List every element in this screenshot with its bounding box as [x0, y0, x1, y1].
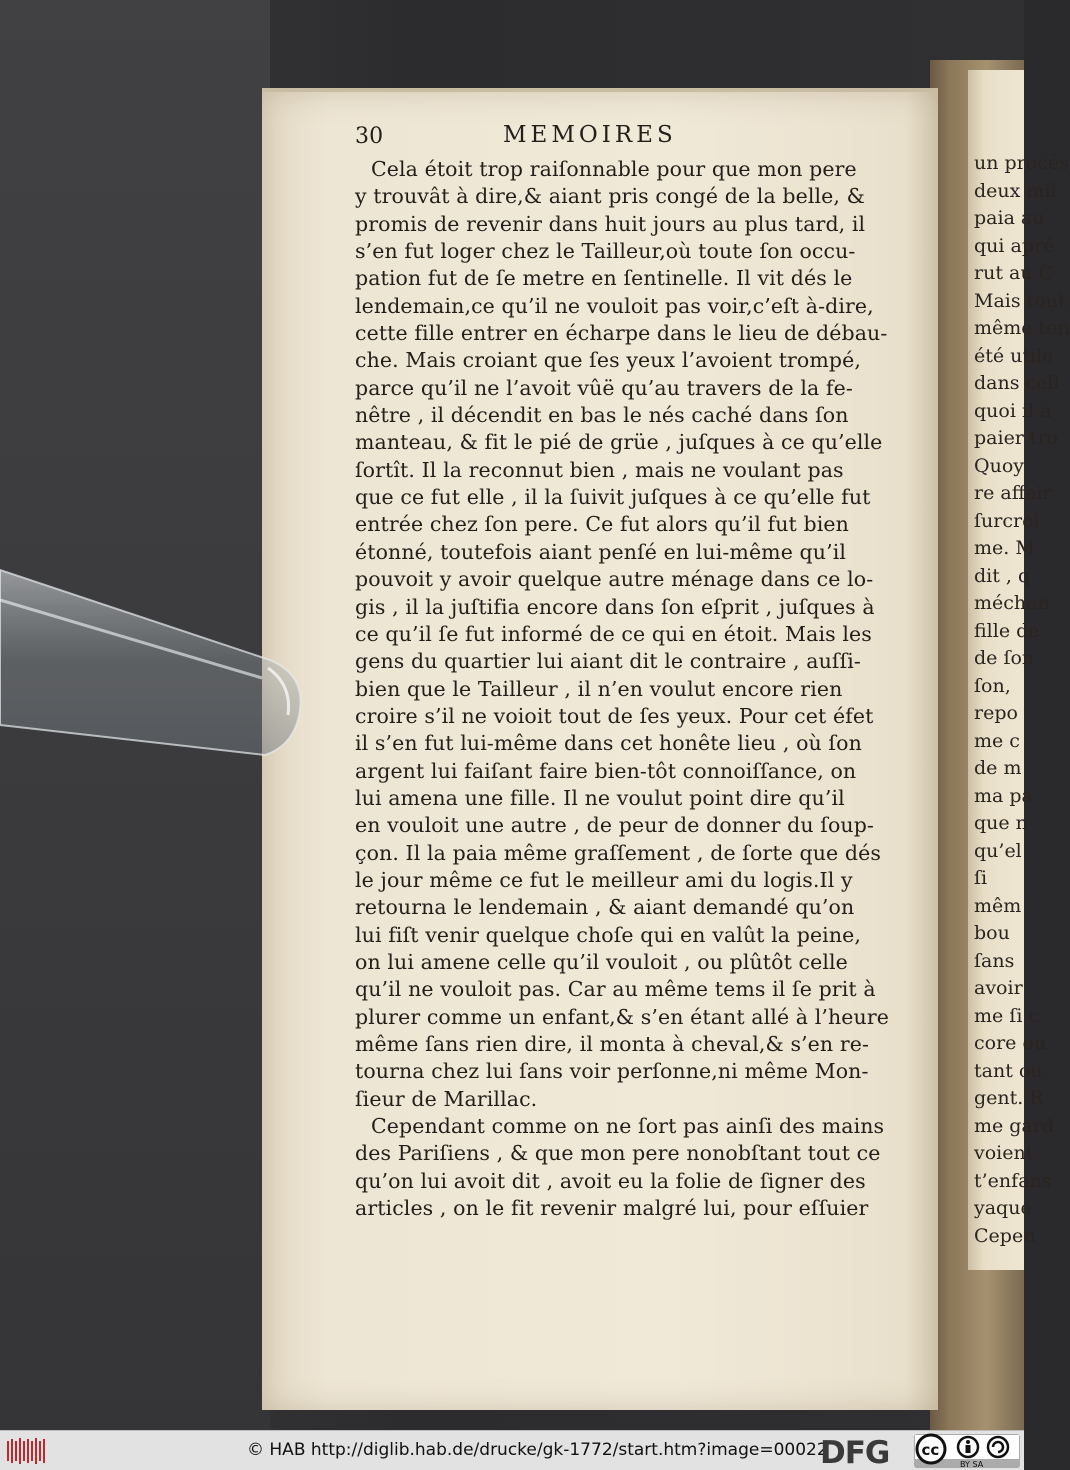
next-page-fragment: Quoy	[974, 454, 1024, 477]
next-page-fragment: core ou	[974, 1032, 1047, 1054]
text-line: lendemain,ce qu’il ne vouloit pas voir,c’eſt à-dire,	[355, 293, 874, 318]
text-line: promis de revenir dans huit jours au plus tard, il	[355, 211, 866, 236]
next-page-edge	[968, 70, 1070, 1270]
next-page-fragment: tant ou	[974, 1059, 1043, 1082]
text-line: articles , on le fit revenir malgré lui, pour eſſuier	[355, 1196, 869, 1221]
next-page-text	[974, 150, 1070, 1250]
text-line: qu’on lui avoit dit , avoit eu la folie de ſigner des	[355, 1168, 866, 1193]
text-line: bien que le Tailleur , il n’en voulut encore rien	[355, 676, 843, 701]
page-body	[355, 156, 889, 1222]
cc-license-badge-icon[interactable]	[914, 1434, 1020, 1468]
page-header	[355, 120, 885, 156]
text-line: étonné, toutefois aiant penſé en lui-même qu’il	[355, 539, 847, 564]
text-line: on lui amene celle qu’il vouloit , ou plûtôt celle	[355, 949, 848, 974]
text-line: ſieur de Marillac.	[355, 1086, 538, 1111]
text-line: pouvoit y avoir quelque autre ménage dans ce lo-	[355, 567, 874, 592]
next-page-fragment: que n	[974, 812, 1028, 834]
next-page-fragment: repo	[974, 702, 1018, 724]
next-page-fragment: me c	[974, 729, 1020, 752]
next-page-fragment: ſi	[974, 867, 988, 889]
footer-copyright-url[interactable]: © HAB http://diglib.hab.de/drucke/gk-1772/start.htm?image=00022	[247, 1440, 828, 1460]
next-page-fragment: ſans	[974, 949, 1015, 972]
next-page-fragment: qu’el	[974, 839, 1022, 862]
next-page-fragment: ſurcroi	[974, 509, 1040, 532]
next-page-fragment: t’enfans	[974, 1169, 1052, 1192]
running-head: MEMOIRES	[503, 122, 677, 148]
next-page-fragment: paia au	[974, 207, 1045, 229]
text-line: cette fille entrer en écharpe dans le lieu de débau-	[355, 321, 888, 346]
next-page-fragment: me gard	[974, 1114, 1055, 1137]
text-line: manteau, & fit le pié de grüe , juſques à ce qu’elle	[355, 430, 883, 455]
text-line: nêtre , il décendit en bas le nés caché dans ſon	[355, 403, 849, 428]
next-page-fragment: ſon,	[974, 674, 1011, 697]
text-line: argent lui faiſant faire bien-tôt connoiſſance, on	[355, 758, 857, 783]
next-page-fragment: gent. R	[974, 1087, 1044, 1109]
svg-text:cc: cc	[921, 1441, 940, 1459]
text-line: parce qu’il ne l’avoit vûë qu’au travers de la fe-	[355, 375, 853, 400]
next-page-fragment: dit , q	[974, 564, 1031, 587]
text-line: pation fut de ſe metre en ſentinelle. Il vit dés le	[355, 266, 853, 291]
next-page-fragment: dans cell	[974, 372, 1060, 394]
text-line: des Pariſiens , & que mon pere nonobſtant tout ce	[355, 1141, 881, 1166]
next-page-fragment: de m	[974, 757, 1022, 779]
text-line: gens du quartier lui aiant dit le contraire , auſſi-	[355, 649, 861, 674]
next-page-fragment: re affair	[974, 482, 1052, 504]
text-line: le jour même ce fut le meilleur ami du logis.Il y	[355, 867, 853, 892]
text-line: plurer comme un enfant,& s’en étant allé à l’heure	[355, 1004, 889, 1029]
next-page-fragment: quoi il a	[974, 399, 1052, 422]
text-line: il s’en fut lui-même dans cet honête lieu , où ſon	[355, 731, 862, 756]
next-page-fragment: un procés	[974, 152, 1069, 174]
next-page-fragment: bou	[974, 922, 1010, 944]
text-line: même ſans rien dire, il monta à cheval,& s’en re-	[355, 1032, 869, 1056]
next-page-fragment: fille de	[974, 619, 1040, 642]
next-page-fragment: mêm	[974, 894, 1022, 917]
text-line: ſortît. Il la reconnut bien , mais ne voulant pas	[355, 457, 844, 482]
text-line: en vouloit une autre , de peur de donner du ſoup-	[355, 813, 874, 838]
text-line: Cependant comme on ne ſort pas ainſi des mains	[371, 1114, 885, 1139]
next-page-fragment: Cepen	[974, 1224, 1036, 1247]
text-line: que ce fut elle , il la ſuivit juſques à ce qu’elle fut	[355, 485, 871, 510]
next-page-fragment: voient	[974, 1142, 1034, 1164]
next-page-fragment: de ſon	[974, 647, 1035, 669]
next-page-fragment: Mais tout	[974, 289, 1066, 312]
next-page-fragment: rut au C	[974, 262, 1054, 284]
dfg-logo-icon[interactable]	[818, 1435, 914, 1470]
page-text-block	[355, 120, 889, 1222]
next-page-fragment: avoir	[974, 977, 1023, 999]
text-line: s’en fut loger chez le Tailleur,où toute ſon occu-	[355, 239, 856, 264]
next-page-fragment: même ten	[974, 317, 1070, 339]
next-page-fragment: yaque	[974, 1197, 1032, 1219]
glass-page-weight-icon	[0, 560, 310, 780]
text-line: retourna le lendemain , & aiant demandé qu’on	[355, 895, 855, 920]
hab-library-logo-icon[interactable]	[6, 1437, 46, 1465]
next-page-fragment: méchan	[974, 592, 1050, 614]
text-line: lui amena une fille. Il ne voulut point dire qu’il	[355, 785, 845, 810]
cc-license-text: BY SA	[960, 1460, 984, 1469]
text-line: entrée chez ſon pere. Ce fut alors qu’il fut bien	[355, 512, 849, 537]
text-line: çon. Il la paia même graſſement , de ſorte que dés	[355, 840, 881, 865]
text-line: croire s’il ne voioit tout de ſes yeux. Pour cet éfet	[355, 703, 874, 728]
text-line: che. Mais croiant que ſes yeux l’avoient trompé,	[355, 348, 861, 373]
text-line: qu’il ne vouloit pas. Car au même tems il ſe prit à	[355, 977, 876, 1002]
text-line: y trouvât à dire,& aiant pris congé de la belle, &	[355, 184, 865, 209]
next-page-fragment: paier tro	[974, 427, 1059, 449]
next-page-fragment: ma pa	[974, 784, 1033, 807]
next-page-fragment: deux mil	[974, 179, 1057, 202]
next-page-fragment: me. M	[974, 537, 1035, 559]
text-line: ce qu’il ſe fut informé de ce qui en étoit. Mais les	[355, 621, 872, 646]
next-page-fragment: qui apré	[974, 234, 1055, 257]
text-line: gis , il la juſtifia encore dans ſon eſprit , juſques à	[355, 594, 875, 619]
footer-bar	[0, 1430, 1024, 1470]
next-page-fragment: été utile	[974, 344, 1054, 367]
dfg-logo-text: DFG	[820, 1435, 890, 1470]
text-line: tourna chez lui ſans voir perſonne,ni même Mon-	[355, 1059, 869, 1084]
page-number: 30	[355, 124, 384, 149]
text-line: lui fiſt venir quelque choſe qui en valût la peine,	[355, 922, 861, 947]
text-line: Cela étoit trop raiſonnable pour que mon pere	[371, 157, 857, 181]
next-page-fragment: me ſi c	[974, 1004, 1040, 1027]
